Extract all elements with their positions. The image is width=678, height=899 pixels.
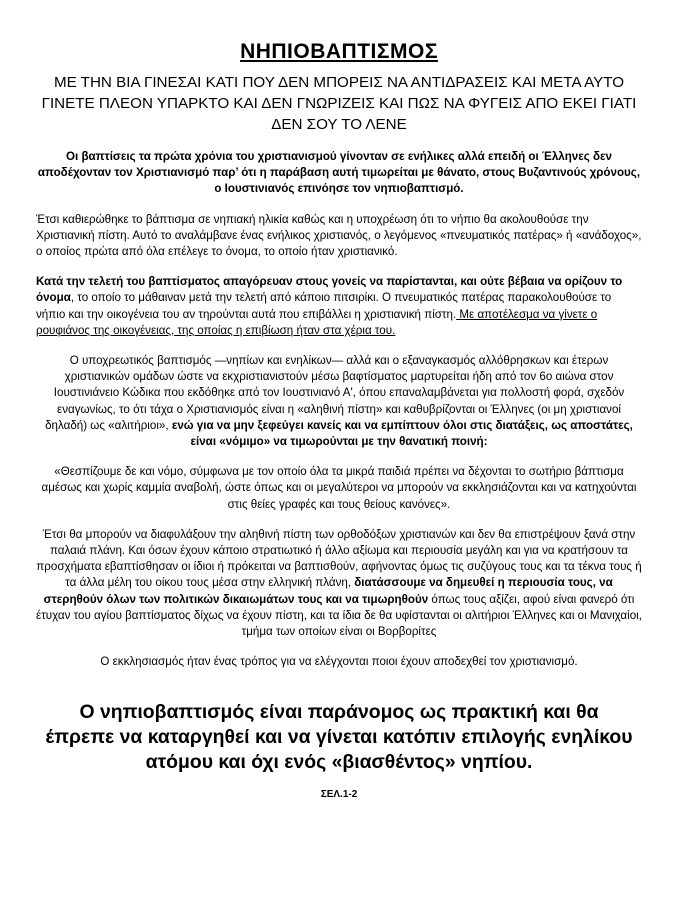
paragraph-2-text: , το οποίο το μάθαιναν μετά την τελετή από κάποιο πιτσιρίκι. Ο πνευματικός πατέρας παρακολουθούσε το νήπιο και την οικογένεια του αν τηρούνται αυτά που επιβάλλει η χριστιανική πίστη.: [36, 291, 612, 321]
paragraph-5: Ο εκκλησιασμός ήταν ένας τρόπος για να ελέγχονται ποιοι έχουν αποδεχθεί τον χριστιανισμό.: [100, 655, 578, 669]
paragraph-1: Έτσι καθιερώθηκε το βάπτισμα σε νηπιακή ηλικία καθώς και η υποχρέωση ότι το νήπιο θα ακολουθούσε την Χριστιανική πίστη. Αυτό το αναλάμβανε ένας ενήλικος χριστιανός, ο λεγόμενος «πνευματικός πατέρας» ή «ανάδοχος», ο οποίος πρώτα από όλα επέλεγε το όνομα, το οποίο ήταν χριστιανικό.: [36, 212, 642, 259]
paragraph-2-underlined: Με αποτέλεσμα να γίνετε ο ρουφιάνος της οικογένειας, της οποίας η επιβίωση ήταν στα χέρια του.: [36, 307, 598, 337]
paragraph-3: [36, 353, 642, 450]
paragraph-4-bold: διατάσσουμε να δημευθεί η περιουσία τους, να στερηθούν όλων των πολιτικών δικαιωμάτων τους και να τιμωρηθούν: [43, 576, 613, 606]
paragraph-2-bold: Κατά την τελετή του βαπτίσματος απαγόρευαν στους γονείς να παρίστανται, και ούτε βέβαια να ορίζουν το όνομα: [36, 275, 623, 305]
document-title: ΝΗΠΙΟΒΑΠΤΙΣΜΟΣ: [240, 40, 438, 63]
paragraph-4: [36, 527, 642, 640]
page-number: ΣΕΛ.1-2: [320, 789, 358, 801]
paragraph-4-text-2: όπως τους αξίζει, αφού είναι φανερό ότι έτυχαν του αγίου βαπτίσματος δίχως να έχουν πίστη, και τα ίδια δε θα υφίστανται οι αλιτήριοι Έλληνες και οι Μανιχαίοι, τμήμα των οποίων είναι οι Βορβορίτες: [36, 592, 642, 639]
paragraph-3-text: Ο υποχρεωτικός βαπτισμός —νηπίων και ενηλίκων— αλλά και ο εξαναγκασμός αλλόθρησκων και έτερων χριστιανικών ομάδων ώστε να εκχριστιανιστούν μέσω βαφτίσματος μαρτυρείται ήδη από τον 6ο αιώνα στον Ιουστινιάνειο Κώδικα που εκδόθηκε από τον Ιουστινιανό Α', όπου επαναλαμβάνεται για πολλοστή φορά, σχεδόν εναγωνίως, το ότι τάχα ο Χριστιανισμός είναι η «αληθινή πίστη» και καθυβρίζονται οι Έλληνες (οι μη χριστιανοί δηλαδή) ως «αλιτήριοι»,: [45, 354, 625, 432]
document-subtitle: ΜΕ ΤΗΝ ΒΙΑ ΓΙΝΕΣΑΙ ΚΑΤΙ ΠΟΥ ΔΕΝ ΜΠΟΡΕΙΣ ΝΑ ΑΝΤΙΔΡΑΣΕΙΣ ΚΑΙ ΜΕΤΑ ΑΥΤΟ ΓΙΝΕΤΕ ΠΛΕΟΝ ΥΠΑΡΚΤΟ ΚΑΙ ΔΕΝ ΓΝΩΡΙΖΕΙΣ ΚΑΙ ΠΩΣ ΝΑ ΦΥΓΕΙΣ ΑΠΟ ΕΚΕΙ ΓΙΑΤΙ ΔΕΝ ΣΟΥ ΤΟ ΛΕΝΕ: [41, 74, 637, 133]
paragraph-2: [36, 274, 642, 339]
paragraph-3-bold: ενώ για να μην ξεφεύγει κανείς και να εμπίπτουν όλοι στις διατάξεις, ως αποστάτες, είναι «νόμιμο» να τιμωρούνται με την θανατική ποινή:: [171, 418, 633, 449]
law-quote: «Θεσπίζουμε δε και νόμο, σύμφωνα με τον οποίο όλα τα μικρά παιδιά πρέπει να δέχονται το σωτήριο βάπτισμα αμέσως και χωρίς καμμία αναβολή, ώστε όπως και οι μεγαλύτεροι να μπορούν να εκκλησιάζονται και να κατηχούνται στις θείες γραφές και τους θείους κανόνες».: [41, 465, 637, 511]
intro-paragraph: Οι βαπτίσεις τα πρώτα χρόνια του χριστιανισμού γίνονταν σε ενήλικες αλλά επειδή οι Έλληνες δεν αποδέχονταν τον Χριστιανισμό παρ’ ότι η παράβαση αυτή τιμωρείται με θάνατο, στους Βυζαντινούς χρόνους, ο Ιουστινιανός επινόησε τον νηπιοβαπτισμό.: [37, 150, 641, 196]
conclusion-statement: Ο νηπιοβαπτισμός είναι παράνομος ως πρακτική και θα έπρεπε να καταργηθεί και να γίνεται κατόπιν επιλογής ενηλίκου ατόμου και όχι ενός «βιασθέντος» νηπίου.: [45, 701, 633, 774]
paragraph-4-text-1: Έτσι θα μπορούν να διαφυλάξουν την αληθινή πίστη των ορθοδόξων χριστιανών και δεν θα επιστρέψουν ξανά στην παλαιά πλάνη. Και όσων έχουν κάποιο στρατιωτικό ή άλλο αξίωμα και περιουσία μεγάλη και για να κρατήσουν τα προσχήματα εβαπτίσθησαν οι ίδιοι ή πρόκειται να βαπτισθούν, αφήνοντας όμως τις συζύγους τους και τα τέκνα τους ή τα άλλα μέλη του οίκου τους μέσα στην ελληνική πλάνη,: [36, 527, 642, 590]
